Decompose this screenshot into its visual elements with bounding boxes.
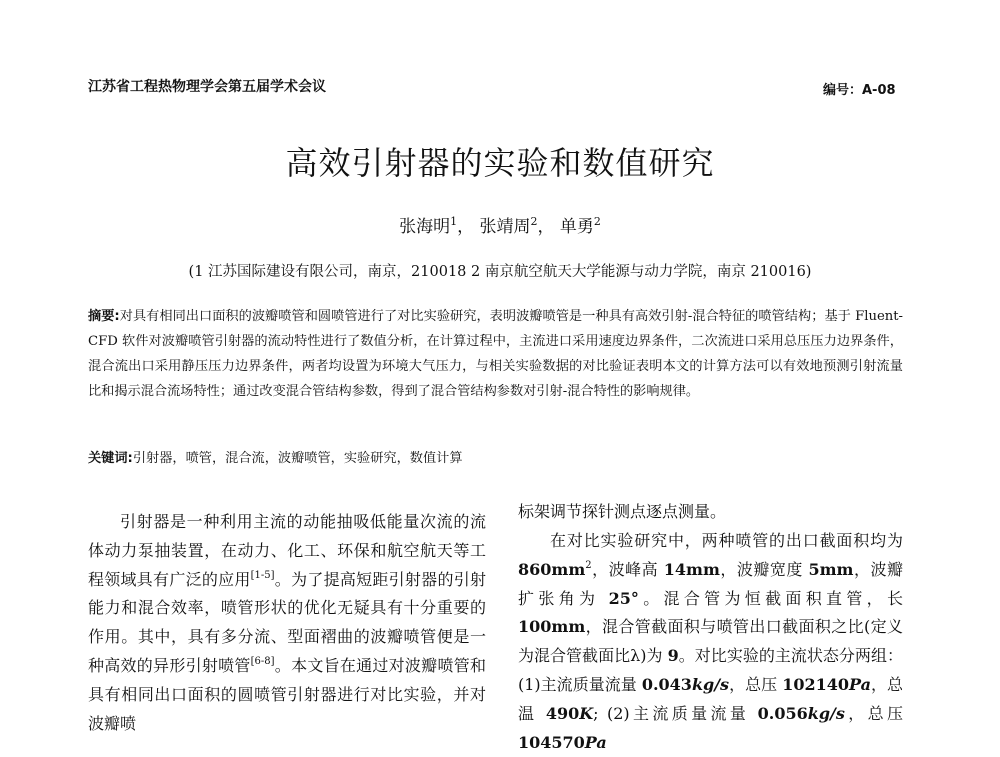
keywords [88, 447, 463, 466]
pressure-2: 104570 [518, 732, 585, 752]
body-text: 。混合管为恒截面积直管，长 [638, 588, 903, 608]
mass-flow-unit: kg/s [807, 703, 845, 723]
pressure-1: 102140 [782, 674, 849, 694]
paper-title: 高效引射器的实验和数值研究 [285, 144, 715, 182]
author-name: 单勇 [559, 217, 594, 237]
lobe-angle: 25° [608, 588, 639, 608]
body-left-column [88, 508, 486, 738]
keywords-text: 引射器，喷管，混合流，波瓣喷管，实验研究，数值计算 [132, 451, 463, 466]
body-text: ; (2)主流质量流量 [593, 703, 758, 723]
author-affil-mark: 2 [593, 215, 601, 228]
body-text: 。为了提高短距引射器的引射能力和混合效率，喷管形状的优化无疑具有十分重要的作用。其中，具有多分流、型面褶曲的波瓣喷管便是一种高效的异形引射喷管 [88, 569, 486, 675]
area-ratio: 9 [667, 646, 679, 666]
author-name: 张海明 [399, 217, 451, 237]
body-text: ，总温 [518, 674, 903, 723]
body-text: 引射器是一种利用主流的动能抽吸低能量次流的流体动力泵抽装置，在动力、化工、环保和航空航天等工程领域具有广泛的应用 [88, 512, 486, 589]
body-text: ，混合管截面积与喷管出口截面积之比(定义为混合管截面比λ)为 [518, 617, 903, 666]
temperature-unit: K [579, 703, 594, 723]
affiliations: (1 江苏国际建设有限公司，南京，210018 2 南京航空航天大学能源与动力学院，南京 210016) [188, 264, 812, 280]
body-text: ，总压 [729, 674, 783, 694]
body-right-first-line: 标架调节探针测点逐点测量。 [518, 502, 727, 521]
temperature-1: 490 [545, 703, 580, 723]
pressure-unit: Pa [849, 674, 871, 694]
pressure-unit: Pa [584, 732, 607, 752]
mass-flow-1: 0.043 [641, 674, 692, 694]
author-list [0, 212, 1000, 237]
paper-code: 编号：A-08 [823, 83, 896, 98]
abstract [88, 304, 903, 404]
body-text: ，总压 [844, 703, 903, 723]
keywords-label: 关键词: [88, 451, 133, 466]
body-text: ，波瓣宽度 [719, 559, 809, 579]
author-affil-mark: 1 [450, 215, 458, 228]
author-affil-mark: 2 [530, 215, 538, 228]
author-name: 张靖周 [479, 217, 531, 237]
area-value: 860mm [518, 559, 586, 579]
citation: [6-8] [250, 655, 275, 667]
body-right-column [518, 527, 903, 757]
mass-flow-unit: kg/s [691, 674, 730, 694]
mixing-tube-length: 100mm [518, 617, 586, 637]
body-text: ，波峰高 [591, 559, 664, 579]
lobe-width: 5mm [808, 559, 854, 579]
peak-height: 14mm [663, 559, 720, 579]
body-text: 在对比实验研究中，两种喷管的出口截面积均为 [550, 531, 903, 550]
mass-flow-2: 0.056 [757, 703, 808, 723]
author-separator: ， [537, 217, 555, 237]
conference-name: 江苏省工程热物理学会第五届学术会议 [88, 79, 326, 95]
body-text: 。本文旨在通过对波瓣喷管和具有相同出口面积的圆喷管引射器进行对比实验，并对波瓣喷 [88, 655, 486, 733]
citation: [1-5] [250, 569, 275, 581]
author-separator: ， [457, 217, 475, 237]
abstract-text: 对具有相同出口面积的波瓣喷管和圆喷管进行了对比实验研究，表明波瓣喷管是一种具有高效引射-混合特征的喷管结构；基于 Fluent-CFD 软件对波瓣喷管引射器的流动特性进行了数值分析，在计算过程中，主流进口采用速度边界条件，二次流进口采用总压压力边界条件，混合流出口采用静压压力边界条件，两者均设置为环境大气压力，与相关实验数据的对比验证表明本文的计算方法可以有效地预测引射流量比和揭示混合流场特性；通过改变混合管结构参数，得到了混合管结构参数对引射-混合特性的影响规律。 [88, 309, 903, 399]
abstract-label: 摘要: [88, 309, 120, 324]
area-unit-sup: 2 [585, 559, 592, 571]
body-text: 。对比实验的主流状态分两组：(1)主流质量流量 [518, 646, 903, 694]
body-text: ，波瓣扩张角为 [518, 559, 903, 608]
